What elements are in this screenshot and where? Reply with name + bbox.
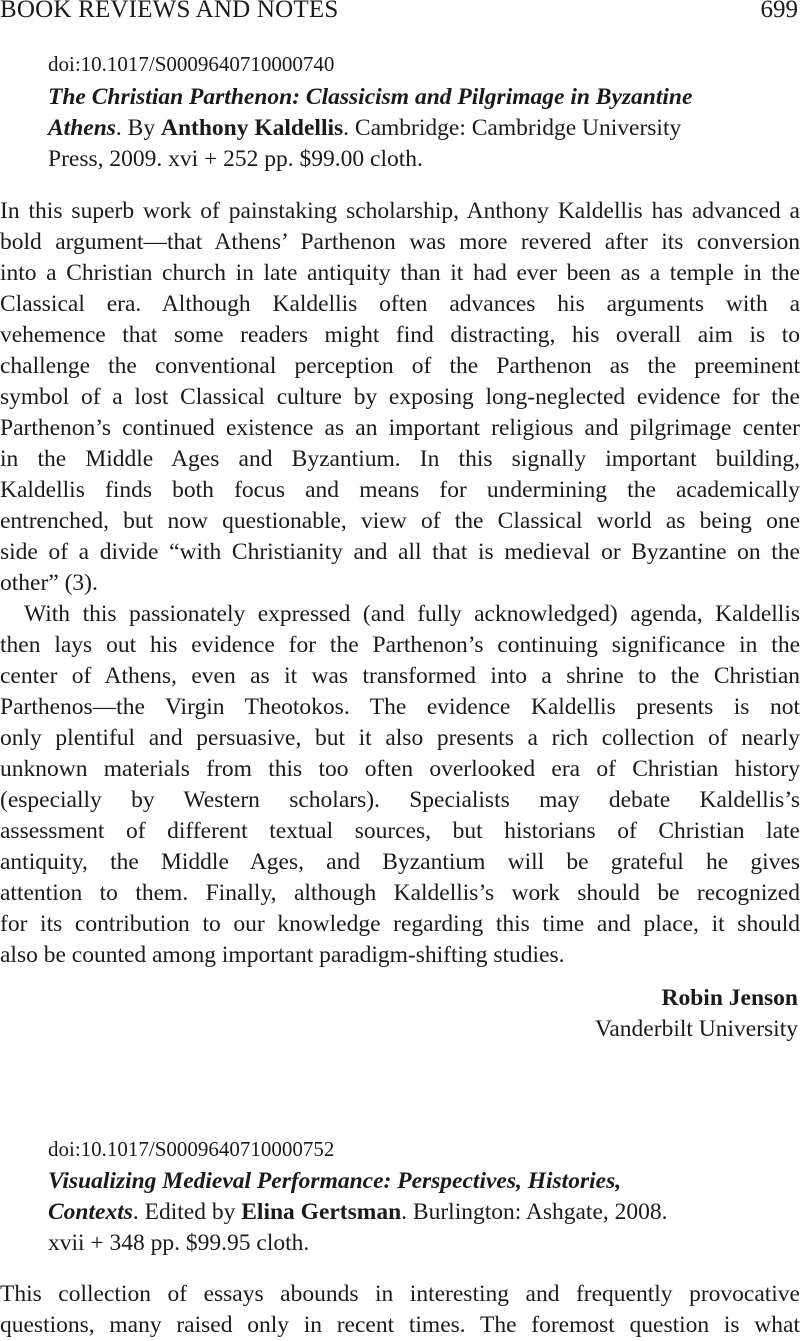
text-line: then lays out his evidence for the Parthenon’s continuing significance in the (0, 632, 800, 658)
reviewer-name: Robin Jenson (661, 985, 798, 1011)
text-line: antiquity, the Middle Ages, and Byzantium will be grateful he gives (0, 849, 800, 875)
running-head: BOOK REVIEWS AND NOTES (0, 0, 339, 23)
text-line: questions, many raised only in recent times. The foremost question is what (0, 1312, 800, 1338)
text-line: This collection of essays abounds in interesting and frequently provocative (0, 1281, 800, 1307)
text-line: bold argument—that Athens’ Parthenon was more revered after its conversion (0, 229, 800, 255)
text-line: symbol of a lost Classical culture by exposing long-neglected evidence for the (0, 384, 800, 410)
text-line: for its contribution to our knowledge regarding this time and place, it should (0, 911, 800, 937)
text-line: Parthenos—the Virgin Theotokos. The evidence Kaldellis presents is not (0, 694, 800, 720)
review1-citation: The Christian Parthenon: Classicism and Pilgrimage in Byzantine Athens. By Anthony Kaldellis. Cambridge: Cambridge University Press, 2009. xvi + 252 pp. $99.00 cloth. (48, 84, 693, 172)
reviewer-signature (595, 983, 798, 1045)
text-line: attention to them. Finally, although Kaldellis’s work should be recognized (0, 880, 800, 906)
review1-title-cont: Athens (48, 115, 116, 141)
text-line: entrenched, but now questionable, view of the Classical world as being one (0, 508, 800, 534)
review2-doi[interactable]: doi:10.1017/S0009640710000752 (48, 1137, 335, 1161)
review1-author: Anthony Kaldellis (160, 115, 344, 141)
text-line: center of Athens, even as it was transformed into a shrine to the Christian (0, 663, 800, 689)
text-line: Classical era. Although Kaldellis often advances his arguments with a (0, 291, 800, 317)
text-line: With this passionately expressed (and fully acknowledged) agenda, Kaldellis (24, 601, 800, 627)
text-line: into a Christian church in late antiquity than it had ever been as a temple in the (0, 260, 800, 286)
review1-doi[interactable]: doi:10.1017/S0009640710000740 (48, 52, 335, 76)
text-line: assessment of different textual sources, but historians of Christian late (0, 818, 800, 844)
text-line: other” (3). (0, 570, 98, 596)
text-line: (especially by Western scholars). Specialists may debate Kaldellis’s (0, 787, 800, 813)
page-header (0, 0, 800, 26)
text-line: in the Middle Ages and Byzantium. In this signally important building, (0, 446, 800, 472)
review1-paragraph-1 (0, 196, 800, 599)
text-line: challenge the conventional perception of the Parthenon as the preeminent (0, 353, 800, 379)
text-line: vehemence that some readers might find distracting, his overall aim is to (0, 322, 800, 348)
review2-editor: Elina Gertsman (241, 1199, 402, 1225)
text-line: side of a divide “with Christianity and all that is medieval or Byzantine on the (0, 539, 800, 565)
review2-citation: Visualizing Medieval Performance: Perspectives, Histories, Contexts. Edited by Elina Gertsman. Burlington: Ashgate, 2008. xvii + 348 pp. $99.95 cloth. (48, 1168, 668, 1256)
reviewer-institution: Vanderbilt University (595, 1016, 798, 1042)
review2-title: Visualizing Medieval Performance: Perspectives, Histories, (48, 1168, 622, 1194)
review2-title-cont: Contexts (48, 1199, 133, 1225)
review1-title: The Christian Parthenon: Classicism and Pilgrimage in Byzantine (48, 84, 693, 110)
text-line: unknown materials from this too often overlooked era of Christian history (0, 756, 800, 782)
text-line: only plentiful and persuasive, but it also presents a rich collection of nearly (0, 725, 800, 751)
text-line: also be counted among important paradigm-shifting studies. (0, 942, 565, 968)
review1-paragraph-2 (0, 599, 800, 971)
text-line: Parthenon’s continued existence as an important religious and pilgrimage center (0, 415, 800, 441)
review2-pub-info: xvii + 348 pp. $99.95 cloth. (48, 1230, 310, 1256)
page-number: 699 (760, 0, 798, 23)
text-line: Kaldellis finds both focus and means for undermining the academically (0, 477, 800, 503)
review1-pub-info: Press, 2009. xvi + 252 pp. $99.00 cloth. (48, 146, 423, 172)
text-line: In this superb work of painstaking scholarship, Anthony Kaldellis has advanced a (0, 198, 800, 224)
review2-paragraph-1 (0, 1279, 800, 1341)
